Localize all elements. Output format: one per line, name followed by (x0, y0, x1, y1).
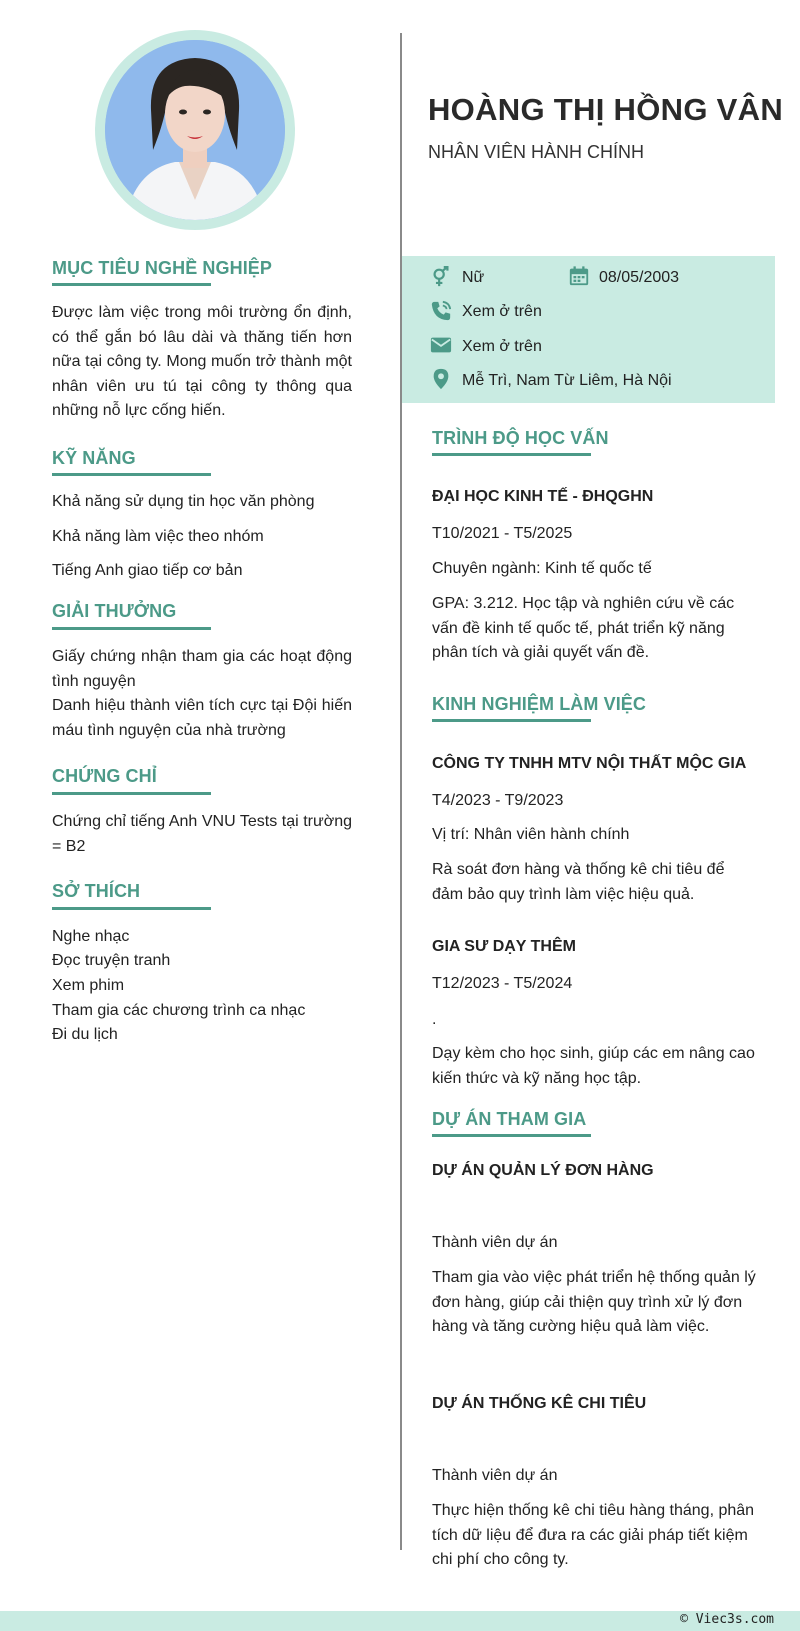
calendar-icon (568, 265, 590, 287)
certificate-text: Chứng chỉ tiếng Anh VNU Tests tại trường = B2 (52, 813, 352, 855)
project-description: Thực hiện thống kê chi tiêu hàng tháng, phân tích dữ liệu để đưa ra các giải pháp tiết kiệm chi phí cho công ty. (432, 1502, 755, 1568)
education-description: GPA: 3.212. Học tập và nghiên cứu về các vấn đề kinh tế quốc tế, phát triển kỹ năng phân tích và giải quyết vấn đề. (432, 595, 735, 661)
gender-icon (430, 266, 452, 288)
awards-title-underline (52, 627, 211, 630)
project-role: Thành viên dự án (432, 1467, 558, 1484)
skills-title-underline (52, 473, 211, 476)
education-major: Chuyên ngành: Kinh tế quốc tế (432, 560, 652, 577)
location-pin-icon (430, 368, 452, 390)
footer-bar (0, 1611, 800, 1631)
project-name: DỰ ÁN THỐNG KÊ CHI TIÊU (432, 1395, 647, 1412)
education-title: TRÌNH ĐỘ HỌC VẤN (432, 428, 609, 448)
phone-value: Xem ở trên (462, 303, 542, 320)
avatar (105, 40, 285, 220)
hobby-item: Tham gia các chương trình ca nhạc (52, 1002, 306, 1019)
hobby-item: Đi du lịch (52, 1026, 118, 1043)
skills-title: KỸ NĂNG (52, 448, 136, 468)
experience-title: KINH NGHIỆM LÀM VIỆC (432, 694, 647, 714)
projects-title-underline (432, 1134, 591, 1137)
hobby-item: Đọc truyện tranh (52, 952, 171, 969)
email-icon (430, 334, 452, 356)
award-item: Danh hiệu thành viên tích cực tại Đội hiến máu tình nguyện của nhà trường (52, 697, 352, 739)
award-item: Giấy chứng nhận tham gia các hoạt động tình nguyện (52, 648, 352, 690)
hobby-item: Xem phim (52, 977, 125, 994)
skill-item: Khả năng làm việc theo nhóm (52, 528, 264, 545)
objective-title: MỤC TIÊU NGHỀ NGHIỆP (52, 258, 273, 278)
hobbies-title: SỞ THÍCH (52, 881, 141, 901)
candidate-role: NHÂN VIÊN HÀNH CHÍNH (428, 142, 645, 162)
phone-icon (430, 300, 452, 322)
project-description: Tham gia vào việc phát triển hệ thống quản lý đơn hàng, giúp cải thiện quy trình xử lý đơn hàng và tăng cường hiệu quả làm việc. (432, 1269, 756, 1335)
job-company: CÔNG TY TNHH MTV NỘI THẤT MỘC GIA (432, 755, 747, 772)
candidate-name: HOÀNG THỊ HỒNG VÂN (428, 92, 784, 127)
certificates-title-underline (52, 792, 211, 795)
job-description: Dạy kèm cho học sinh, giúp các em nâng cao kiến thức và kỹ năng học tập. (432, 1045, 755, 1087)
address-value: Mễ Trì, Nam Từ Liêm, Hà Nội (462, 372, 672, 389)
skill-item: Tiếng Anh giao tiếp cơ bản (52, 562, 243, 579)
footer-credit: © Viec3s.com (680, 1612, 774, 1627)
school-name: ĐẠI HỌC KINH TẾ - ĐHQGHN (432, 488, 654, 505)
portrait-photo (105, 40, 285, 220)
job-period: T4/2023 - T9/2023 (432, 792, 564, 809)
job-position: Vị trí: Nhân viên hành chính (432, 826, 630, 843)
education-period: T10/2021 - T5/2025 (432, 525, 573, 542)
awards-title: GIẢI THƯỞNG (52, 601, 177, 621)
job-description: Rà soát đơn hàng và thống kê chi tiêu để đảm bảo quy trình làm việc hiệu quả. (432, 861, 725, 903)
skill-item: Khả năng sử dụng tin học văn phòng (52, 493, 315, 510)
projects-title: DỰ ÁN THAM GIA (432, 1109, 587, 1129)
hobby-item: Nghe nhạc (52, 928, 130, 945)
birthdate-value: 08/05/2003 (599, 269, 680, 286)
project-name: DỰ ÁN QUẢN LÝ ĐƠN HÀNG (432, 1162, 654, 1179)
objective-title-underline (52, 283, 211, 286)
avatar-frame (95, 30, 295, 230)
gender-value: Nữ (462, 269, 485, 286)
objective-text: Được làm việc trong môi trường ổn định, có thể gắn bó lâu dài và thăng tiến hơn nữa tại công ty. Mong muốn trở thành một nhân viên ưu tú tại công ty thông qua những nỗ lực cống hiến. (52, 304, 352, 419)
education-title-underline (432, 453, 591, 456)
certificates-title: CHỨNG CHỈ (52, 766, 157, 786)
experience-title-underline (432, 719, 591, 722)
hobbies-title-underline (52, 907, 211, 910)
job-company: GIA SƯ DẠY THÊM (432, 938, 576, 955)
job-period: T12/2023 - T5/2024 (432, 975, 573, 992)
email-value: Xem ở trên (462, 338, 542, 355)
project-role: Thành viên dự án (432, 1234, 558, 1251)
job-position: . (432, 1011, 437, 1028)
